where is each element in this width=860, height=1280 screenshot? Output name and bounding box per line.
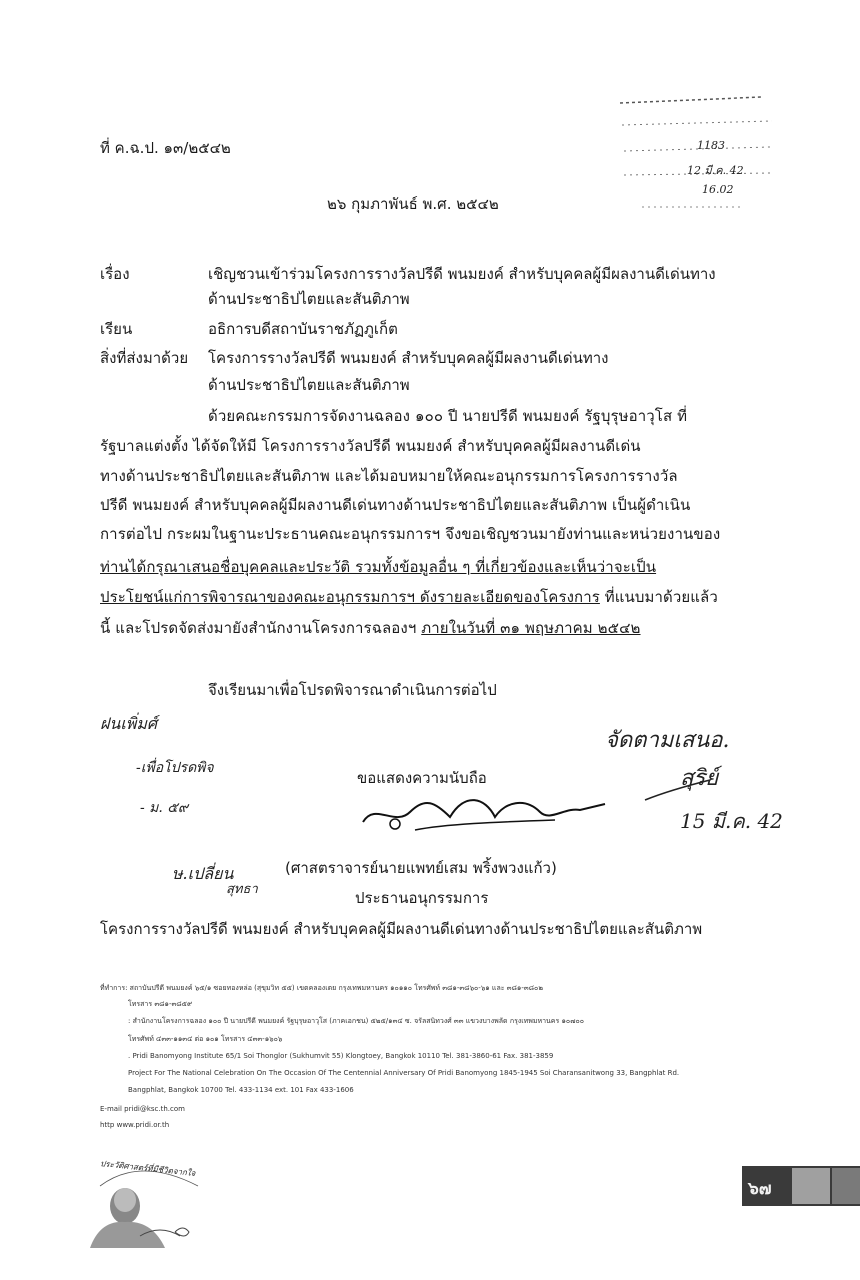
annotation-dash [640,770,720,810]
annotation-right-2: สุริย์ [680,766,719,791]
stamp-date: 12 มี.ค. 42 [687,164,744,177]
signatory-name: (ศาสตราจารย์นายแพทย์เสม พริ้งพวงแก้ว) [285,859,557,877]
portrait-logo [80,1158,210,1248]
stamp-time: 16.02 [702,183,734,196]
body-line-8-start: นี้ และโปรดจัดส่งมายังสำนักงานโครงการฉลองฯ [100,619,422,637]
subject-label: เรื่อง [100,265,130,283]
footer-line-7: Bangphlat, Bangkok 10700 Tel. 433-1134 ext. 101 Fax 433-1606 [128,1086,354,1094]
annotation-right-1: จัดตามเสนอ. [605,728,730,753]
footer-line-6: Project For The National Celebration On The Occasion Of The Centennial Anniversary Of Pridi Banomyong 1845-1945 Soi Charansanitwong 33, Bangphlat Rd. [128,1069,680,1077]
enclosure-line-2: ด้านประชาธิปไตยและสันติภาพ [208,376,410,394]
footer-line-1: ที่ทำการ: สถาบันปรีดี พนมยงค์ ๖๕/๑ ซอยทองหล่อ (สุขุมวิท ๕๕) เขตคลองเตย กรุงเทพมหานคร ๑๐๑๑๐ โทรศัพท์ ๓๘๑-๓๘๖๐-๖๑ และ ๓๘๑-๓๘๐๒ [100,984,543,992]
annotation-right-3: 15 มี.ค. 42 [680,809,783,833]
handwritten-signature [355,782,615,842]
page-tab-block-dark [832,1168,860,1204]
body-line-4: ปรีดี พนมยงค์ สำหรับบุคคลผู้มีผลงานดีเด่นทางด้านประชาธิปไตยและสันติภาพ เป็นผู้ดำเนิน [100,496,691,514]
annotation-left-1: ฝนเพิ่มศ์ [100,714,158,733]
closing-request: จึงเรียนมาเพื่อโปรดพิจารณาดำเนินการต่อไป [208,681,497,699]
watermark-text: ประวัติศาสตร์ที่มีชีวิตจากใจ [99,1159,196,1178]
page-number: ๖๗ [748,1179,772,1199]
footer-email: E-mail pridi@ksc.th.com [100,1105,185,1113]
body-line-5: การต่อไป กระผมในฐานะประธานคณะอนุกรรมการฯ จึงขอเชิญชวนมายังท่านและหน่วยงานของ [100,525,721,543]
body-line-6: ท่านได้กรุณาเสนอชื่อบุคคลและประวัติ รวมทั้งข้อมูลอื่น ๆ ที่เกี่ยวข้องและเห็นว่าจะเป็น [100,558,657,576]
to-label: เรียน [100,320,133,338]
body-line-1: ด้วยคณะกรรมการจัดงานฉลอง ๑๐๐ ปี นายปรีดี พนมยงค์ รัฐบุรุษอาวุโส ที่ [208,407,688,425]
receipt-stamp-lines [612,95,782,215]
annotation-left-2: -เพื่อโปรดพิจ [136,760,214,776]
body-line-3: ทางด้านประชาธิปไตยและสันติภาพ และได้มอบหมายให้คณะอนุกรรมการโครงการรางวัล [100,467,678,485]
subject-line-2: ด้านประชาธิปไตยและสันติภาพ [208,290,410,308]
document-date: ๒๖ กุมภาพันธ์ พ.ศ. ๒๕๔๒ [327,195,499,213]
page-tab-block-light [792,1168,830,1204]
enclosure-line-1: โครงการรางวัลปรีดี พนมยงค์ สำหรับบุคคลผู้มีผลงานดีเด่นทาง [208,349,609,367]
footer-line-4: โทรศัพท์ ๔๓๓-๑๑๓๔ ต่อ ๑๐๑ โทรสาร ๔๓๓-๑๖๐๖ [128,1035,283,1043]
signatory-organization: โครงการรางวัลปรีดี พนมยงค์ สำหรับบุคคลผู้มีผลงานดีเด่นทางด้านประชาธิปไตยและสันติภาพ [100,920,703,938]
annotation-bottom-1: ษ.เปลี่ยน [172,864,234,883]
document-number: ที่ ค.ฉ.ป. ๑๓/๒๕๔๒ [100,139,231,157]
body-line-7 [100,585,718,609]
footer-line-3: : สำนักงานโครงการฉลอง ๑๐๐ ปี นายปรีดี พนมยงค์ รัฐบุรุษอาวุโส (ภาคเอกชน) ๕๒๕/๑๓๔ ซ. จรัลสนิทวงศ์ ๓๓ แขวงบางพลัด กรุงเทพมหานคร ๑๐๗๐๐ [128,1017,585,1025]
footer-web: http www.pridi.or.th [100,1121,170,1129]
receipt-stamp [612,95,782,215]
stamp-number: 1183 [697,139,725,152]
annotation-bottom-2: สุทธา [226,882,258,897]
annotation-left-3: - ม. ๕๙ [140,800,189,816]
body-line-2: รัฐบาลแต่งตั้ง ได้จัดให้มี โครงการรางวัลปรีดี พนมยงค์ สำหรับบุคคลผู้มีผลงานดีเด่น [100,437,641,455]
signature-closing: ขอแสดงความนับถือ [357,769,487,787]
body-line-7-underlined: ประโยชน์แก่การพิจารณาของคณะอนุกรรมการฯ ดังรายละเอียดของโครงการ [100,588,600,606]
body-line-7-rest: ที่แนบมาด้วยแล้ว [599,588,718,606]
body-line-8 [100,616,641,640]
to-value: อธิการบดีสถาบันราชภัฏภูเก็ต [208,320,398,338]
signatory-position: ประธานอนุกรรมการ [355,889,489,907]
subject-line-1: เชิญชวนเข้าร่วมโครงการรางวัลปรีดี พนมยงค์ สำหรับบุคคลผู้มีผลงานดีเด่นทาง [208,265,716,283]
footer-line-5: . Pridi Banomyong Institute 65/1 Soi Thonglor (Sukhumvit 55) Klongtoey, Bangkok 10110 Tel. 381-3860-61 Fax. 381-3859 [128,1052,554,1060]
footer-line-2: โทรสาร ๓๘๑-๓๘๕๙ [128,1000,193,1008]
enclosure-label: สิ่งที่ส่งมาด้วย [100,349,189,367]
deadline-text: ภายในวันที่ ๓๑ พฤษภาคม ๒๕๔๒ [421,619,641,637]
